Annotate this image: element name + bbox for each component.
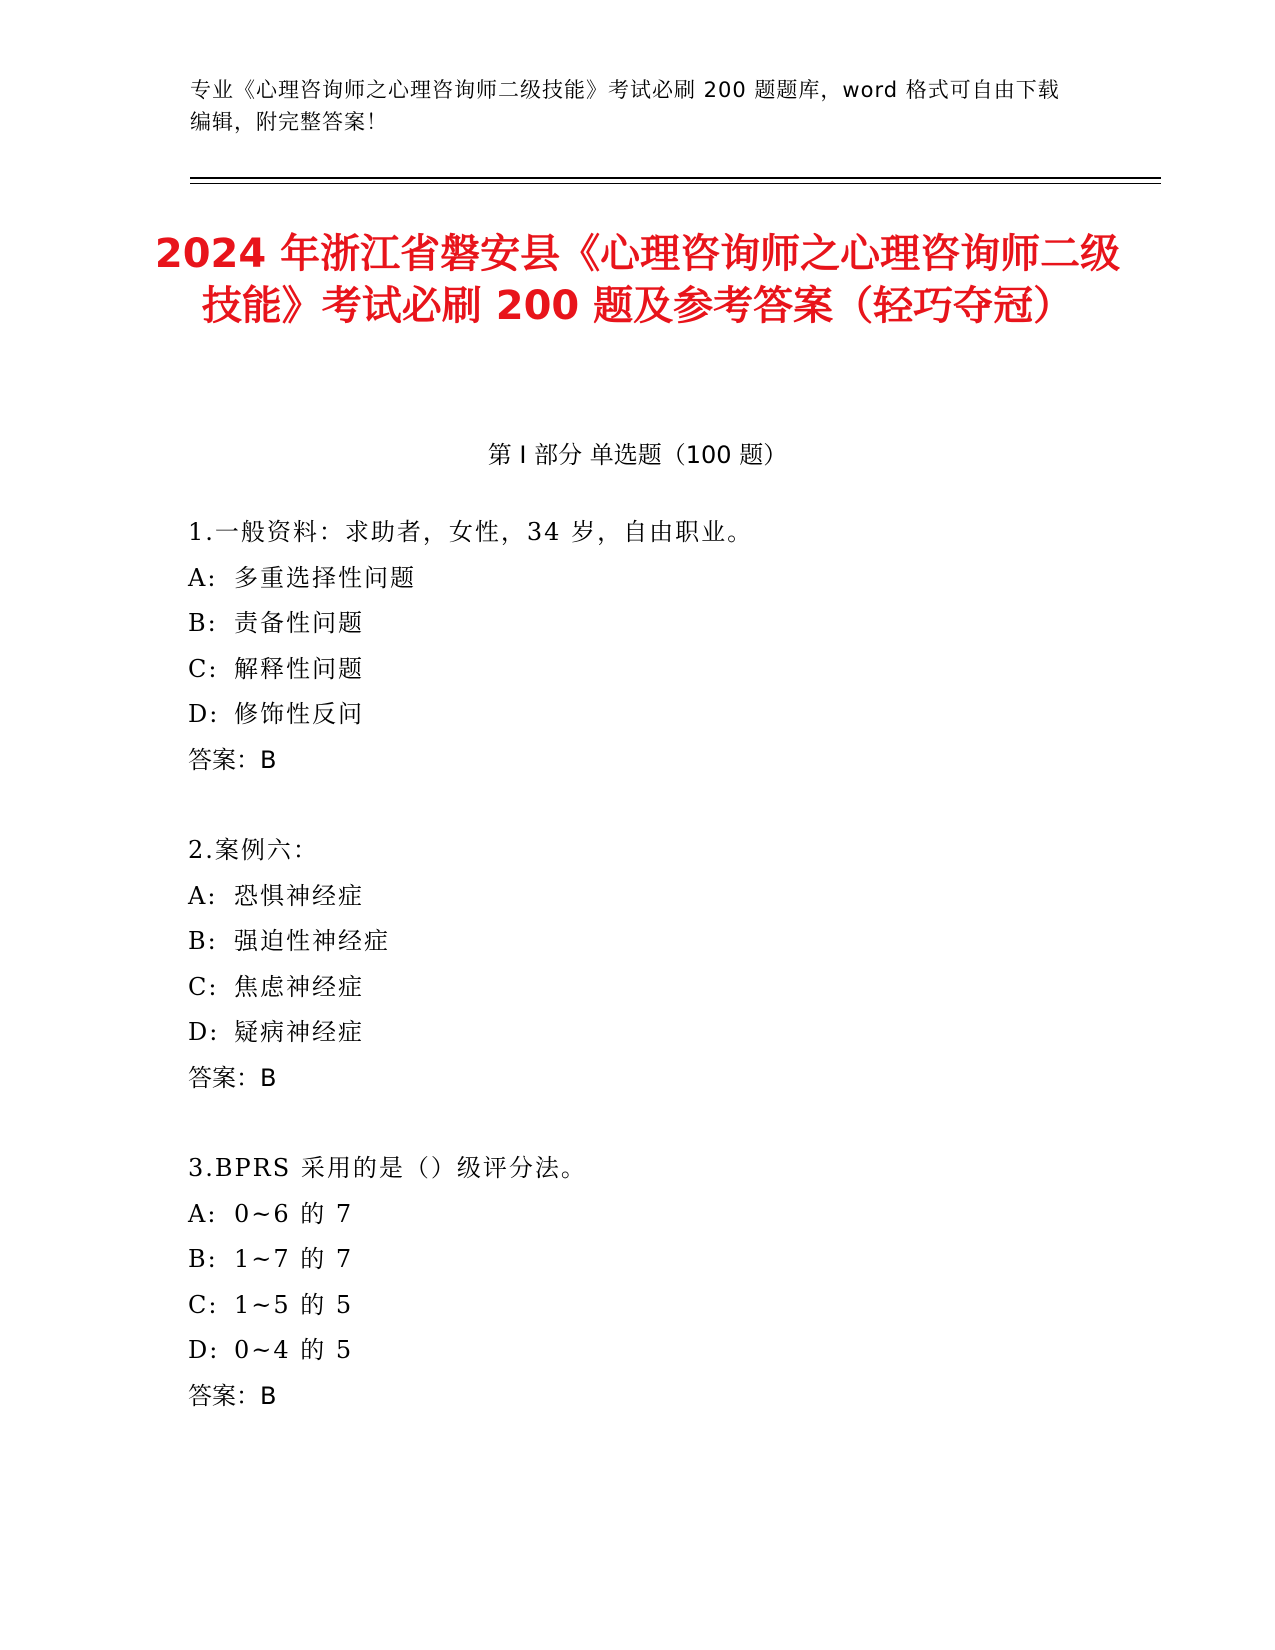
option-letter: A: [188,881,218,910]
option-letter: D: [188,700,220,728]
option-letter: B: [188,609,218,637]
option-text: 强迫性神经症 [234,927,390,955]
question-1 [188,510,1088,783]
question-2 [188,828,1088,1101]
option-c [188,1283,1088,1329]
option-letter: C: [188,1290,219,1319]
option-text: 1~5 的 5 [234,1290,354,1319]
option-letter: C: [188,972,219,1001]
option-text: 焦虑神经症 [234,972,364,1001]
document-title: 2024 年浙江省磐安县《心理咨询师之心理咨询师二级技能》考试必刷 200 题及参考答案（轻巧夺冠） [154,231,1121,329]
question-3 [188,1146,1088,1419]
option-text: 0~4 的 5 [234,1336,354,1364]
option-letter: B: [188,927,218,955]
answer: 答案：B [188,1381,277,1410]
option-d [188,1328,1088,1374]
option-letter: A: [188,563,218,592]
option-letter: D: [188,1336,220,1364]
option-text: 疑病神经症 [234,1018,364,1046]
option-text: 恐惧神经症 [234,881,364,910]
question-stem: 3.BPRS 采用的是（）级评分法。 [188,1154,587,1182]
option-b [188,601,1088,647]
option-text: 1~7 的 7 [234,1245,354,1273]
header-rule-thick [190,177,1161,179]
option-text: 修饰性反问 [234,700,364,728]
option-c [188,647,1088,693]
answer: 答案：B [188,1063,277,1092]
question-stem: 2.案例六： [188,836,319,864]
option-d [188,692,1088,738]
option-text: 解释性问题 [234,654,364,683]
option-b [188,1237,1088,1283]
option-a [188,874,1088,920]
option-c [188,965,1088,1011]
header-note: 专业《心理咨询师之心理咨询师二级技能》考试必刷 200 题题库，word 格式可自由下载编辑，附完整答案！ [190,78,1060,134]
option-text: 责备性问题 [234,609,364,637]
question-stem: 1.一般资料：求助者，女性，34 岁，自由职业。 [188,518,754,546]
answer: 答案：B [188,745,277,774]
option-text: 多重选择性问题 [234,563,416,592]
option-a [188,556,1088,602]
option-letter: D: [188,1018,220,1046]
section-title: 第 I 部分 单选题（100 题） [487,441,788,469]
option-b [188,919,1088,965]
header-rule-thin [190,183,1161,184]
option-letter: C: [188,654,219,683]
option-text: 0~6 的 7 [234,1199,354,1228]
option-letter: B: [188,1245,218,1273]
option-a [188,1192,1088,1238]
option-d [188,1010,1088,1056]
option-letter: A: [188,1199,218,1228]
